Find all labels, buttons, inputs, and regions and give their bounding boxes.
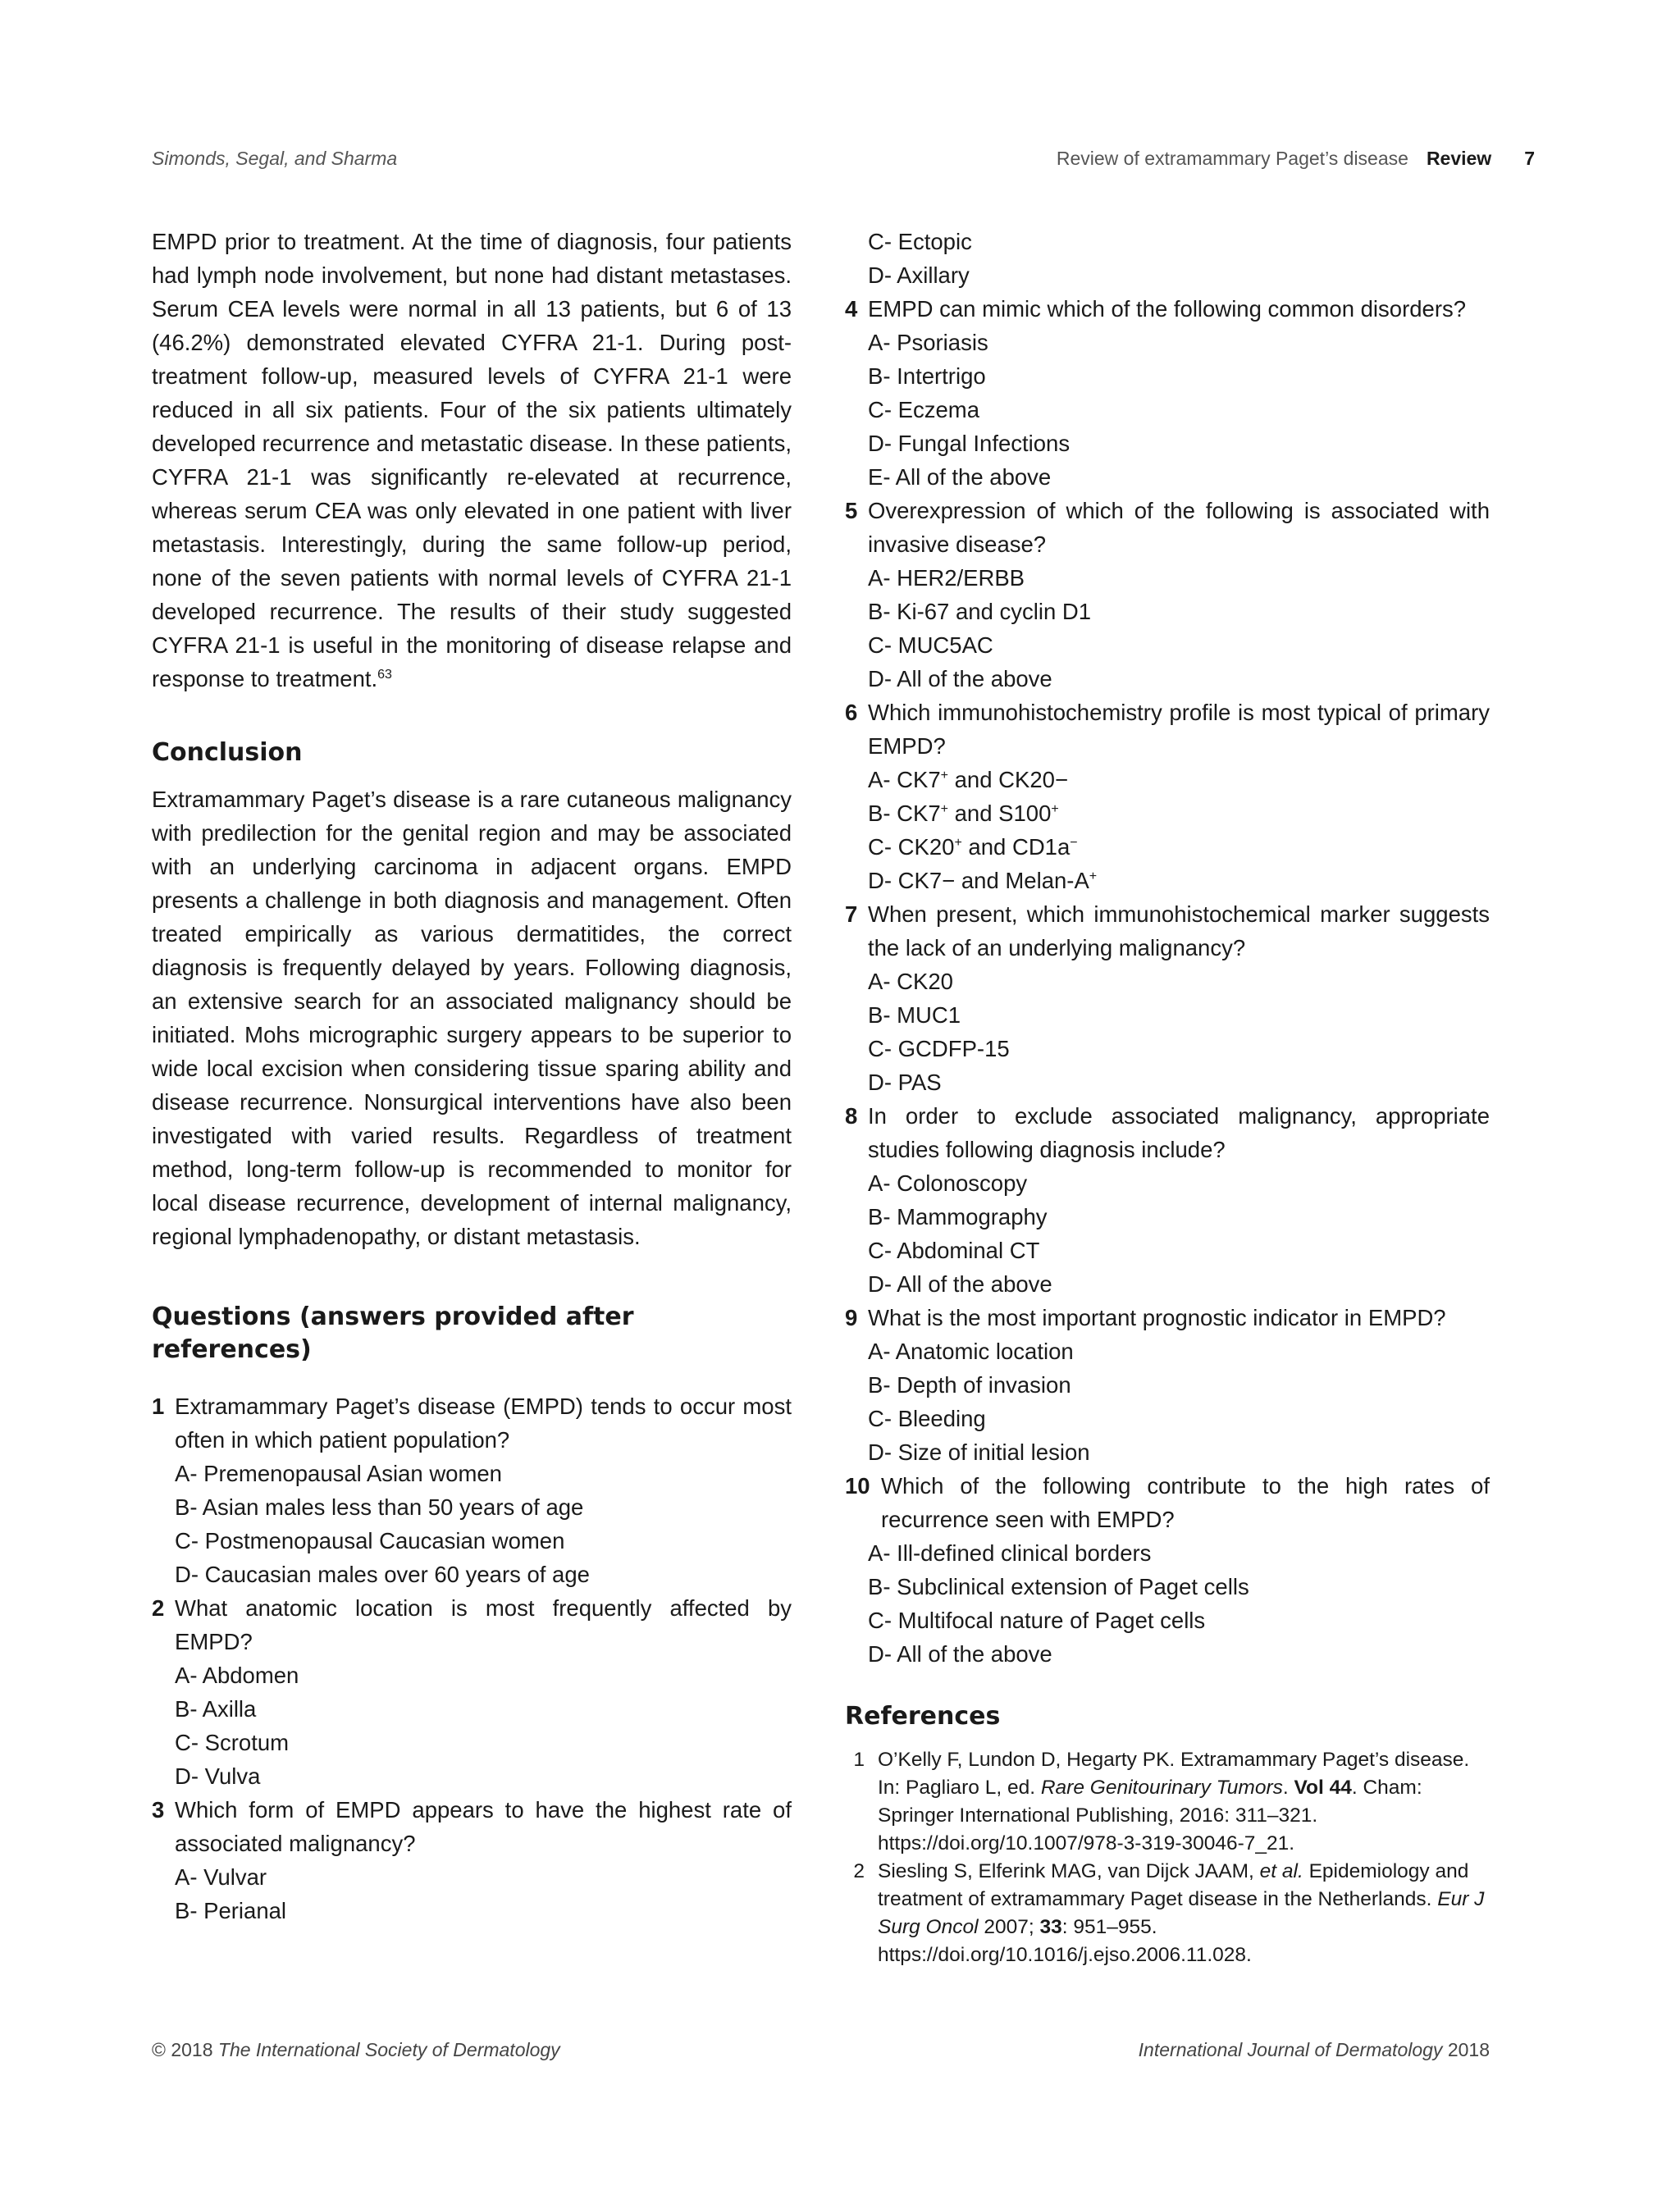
intro-paragraph-text: EMPD prior to treatment. At the time of diagnosis, four patients had lymph node involvement, but none had distant metastases. Serum CEA levels were normal in all 13 patients, but 6 of 13 (46.2%) demonstrated elevated CYFRA 21-1. During post-treatment follow-up, measured levels of CYFRA 21-1 were reduced in all six patients. Four of the six patients ultimately developed recurrence and metastatic disease. In these patients, CYFRA 21-1 was significantly re-elevated at recurrence, whereas serum CEA was only elevated in one patient with liver metastasis. Interestingly, during the same follow-up period, none of the seven patients with normal levels of CYFRA 21-1 developed recurrence. The results of their study suggested CYFRA 21-1 is useful in the monitoring of disease relapse and response to treatment. bbox=[152, 229, 792, 691]
answer-option: B- CK7+ and S100+ bbox=[868, 801, 1059, 826]
answer-option: C- Postmenopausal Caucasian women bbox=[175, 1528, 565, 1553]
references-heading: References bbox=[845, 1702, 1001, 1731]
reference-list bbox=[845, 1746, 1490, 1969]
answer-option: A- Premenopausal Asian women bbox=[175, 1461, 502, 1486]
question-number: 7 bbox=[845, 901, 858, 927]
reference-text: O’Kelly F, Lundon D, Hegarty PK. Extramammary Paget’s disease. In: Pagliaro L, ed. Rare Genitourinary Tumors. Vol 44. Cham: Springer International Publishing, 2016: 311–321. https://doi.org/10.1007/978-3-319-30046-7_21. bbox=[878, 1749, 1470, 1854]
answer-option: D- All of the above bbox=[868, 1641, 1052, 1667]
answer-option: D- Fungal Infections bbox=[868, 431, 1071, 456]
question-2 bbox=[152, 1591, 792, 1793]
answer-option: B- Mammography bbox=[868, 1204, 1048, 1229]
question-number: 6 bbox=[845, 700, 858, 725]
reference-number: 2 bbox=[853, 1860, 865, 1882]
question-number: 2 bbox=[152, 1595, 165, 1621]
answer-option: C- CK20+ and CD1a− bbox=[868, 834, 1078, 860]
questions-heading-line1: Questions (answers provided after bbox=[152, 1302, 634, 1331]
answer-option: D- Size of initial lesion bbox=[868, 1439, 1090, 1465]
answer-option: C- Multifocal nature of Paget cells bbox=[868, 1608, 1206, 1633]
answer-option: A- Anatomic location bbox=[868, 1339, 1074, 1364]
answer-option: C- Ectopic bbox=[868, 229, 972, 254]
question-text: Which of the following contribute to the high rates of recurrence seen with EMPD? bbox=[881, 1473, 1490, 1532]
answer-option: D- Axillary bbox=[868, 262, 970, 288]
footer-copyright: © 2018 The International Society of Dermatology bbox=[152, 2039, 560, 2060]
running-head-authors: Simonds, Segal, and Sharma bbox=[152, 148, 398, 169]
question-text: Which immunohistochemistry profile is most typical of primary EMPD? bbox=[868, 700, 1490, 759]
question-3 bbox=[152, 1793, 792, 1927]
answer-option: C- MUC5AC bbox=[868, 632, 993, 658]
question-number: 8 bbox=[845, 1103, 858, 1129]
question-text: Extramammary Paget’s disease (EMPD) tends to occur most often in which patient population? bbox=[175, 1394, 792, 1453]
answer-option: D- Vulva bbox=[175, 1763, 261, 1789]
question-1 bbox=[152, 1389, 792, 1591]
conclusion-heading: Conclusion bbox=[152, 738, 303, 767]
question-number: 1 bbox=[152, 1394, 165, 1419]
answer-option: D- CK7− and Melan-A+ bbox=[868, 868, 1098, 893]
right-column bbox=[845, 225, 1490, 1969]
answer-option: D- Caucasian males over 60 years of age bbox=[175, 1562, 590, 1587]
question-text: EMPD can mimic which of the following common disorders? bbox=[868, 296, 1467, 322]
question-10 bbox=[845, 1469, 1490, 1671]
running-head bbox=[152, 148, 1535, 180]
answer-option: A- HER2/ERBB bbox=[868, 565, 1025, 591]
question-8 bbox=[845, 1099, 1490, 1301]
running-head-right bbox=[1057, 148, 1535, 170]
answer-option: B- Perianal bbox=[175, 1898, 287, 1923]
answer-option: C- Eczema bbox=[868, 397, 979, 422]
running-head-section: Review bbox=[1426, 148, 1492, 169]
answer-option: D- All of the above bbox=[868, 1271, 1052, 1297]
question-text: In order to exclude associated malignancy, appropriate studies following diagnosis include? bbox=[868, 1103, 1490, 1162]
reference-item bbox=[845, 1858, 1490, 1969]
question-number: 10 bbox=[845, 1473, 870, 1499]
question-5 bbox=[845, 494, 1490, 696]
answer-option: C- Abdominal CT bbox=[868, 1238, 1040, 1263]
answer-option: C- Scrotum bbox=[175, 1730, 290, 1755]
question-7 bbox=[845, 897, 1490, 1099]
answer-option: D- All of the above bbox=[868, 666, 1052, 691]
answer-option: B- Subclinical extension of Paget cells bbox=[868, 1574, 1249, 1599]
answer-option: C- GCDFP-15 bbox=[868, 1036, 1010, 1061]
footer-journal: International Journal of Dermatology 2018 bbox=[1138, 2039, 1490, 2060]
question-text: What anatomic location is most frequently affected by EMPD? bbox=[175, 1595, 792, 1654]
answer-option: B- Depth of invasion bbox=[868, 1372, 1071, 1398]
question-9 bbox=[845, 1301, 1490, 1469]
answer-option: B- Intertrigo bbox=[868, 363, 986, 389]
answer-option: A- Colonoscopy bbox=[868, 1170, 1028, 1196]
question-number: 9 bbox=[845, 1305, 858, 1330]
reference-number: 1 bbox=[853, 1749, 865, 1771]
question-text: Overexpression of which of the following is associated with invasive disease? bbox=[868, 498, 1490, 557]
question-text: Which form of EMPD appears to have the highest rate of associated malignancy? bbox=[175, 1797, 792, 1856]
questions-heading-line2: references) bbox=[152, 1335, 312, 1364]
answer-option: B- Asian males less than 50 years of age bbox=[175, 1494, 584, 1520]
answer-option: A- Psoriasis bbox=[868, 330, 988, 355]
intro-paragraph bbox=[152, 225, 792, 696]
answer-option: B- Ki-67 and cyclin D1 bbox=[868, 599, 1092, 624]
answer-option: A- Abdomen bbox=[175, 1663, 299, 1688]
reference-text: Siesling S, Elferink MAG, van Dijck JAAM, et al. Epidemiology and treatment of extramammary Paget disease in the Netherlands. Eur J Surg Oncol 2007; 33: 951–955. https://doi.org/10.1016/j.ejso.2006.11.028. bbox=[878, 1860, 1485, 1966]
question-number: 4 bbox=[845, 296, 858, 322]
answer-option: A- CK20 bbox=[868, 969, 953, 994]
running-head-title: Review of extramammary Paget’s disease bbox=[1056, 148, 1408, 169]
answer-option: A- Ill-defined clinical borders bbox=[868, 1540, 1152, 1566]
answer-option: B- Axilla bbox=[175, 1696, 257, 1722]
questions-heading bbox=[152, 1301, 792, 1366]
question-6 bbox=[845, 696, 1490, 897]
conclusion-paragraph: Extramammary Paget’s disease is a rare cutaneous malignancy with predilection for the genital region and may be associated with an underlying carcinoma in adjacent organs. EMPD presents a challenge in both diagnosis and management. Often treated empirically as various dermatitides, the correct diagnosis is frequently delayed by years. Following diagnosis, an extensive search for an associated malignancy should be initiated. Mohs micrographic surgery appears to be superior to wide local excision when considering tissue sparing ability and disease recurrence. Nonsurgical interventions have also been investigated with varied results. Regardless of treatment method, long-term follow-up is recommended to monitor for local disease recurrence, development of internal malignancy, regional lymphadenopathy, or distant metastasis. bbox=[152, 787, 792, 1249]
left-column bbox=[152, 225, 792, 1927]
answer-option: C- Bleeding bbox=[868, 1406, 986, 1431]
page-number: 7 bbox=[1524, 148, 1535, 169]
answer-option: D- PAS bbox=[868, 1070, 942, 1095]
question-4 bbox=[845, 292, 1490, 494]
answer-option: B- MUC1 bbox=[868, 1002, 961, 1028]
reference-item bbox=[845, 1746, 1490, 1858]
question-number: 3 bbox=[152, 1797, 165, 1823]
citation-superscript: 63 bbox=[377, 668, 392, 682]
question-text: When present, which immunohistochemical marker suggests the lack of an underlying malignancy? bbox=[868, 901, 1490, 960]
answer-option: A- Vulvar bbox=[175, 1864, 267, 1890]
answer-option: E- All of the above bbox=[868, 464, 1052, 490]
answer-option: A- CK7+ and CK20− bbox=[868, 767, 1069, 792]
question-number: 5 bbox=[845, 498, 858, 523]
question-text: What is the most important prognostic indicator in EMPD? bbox=[868, 1305, 1446, 1330]
